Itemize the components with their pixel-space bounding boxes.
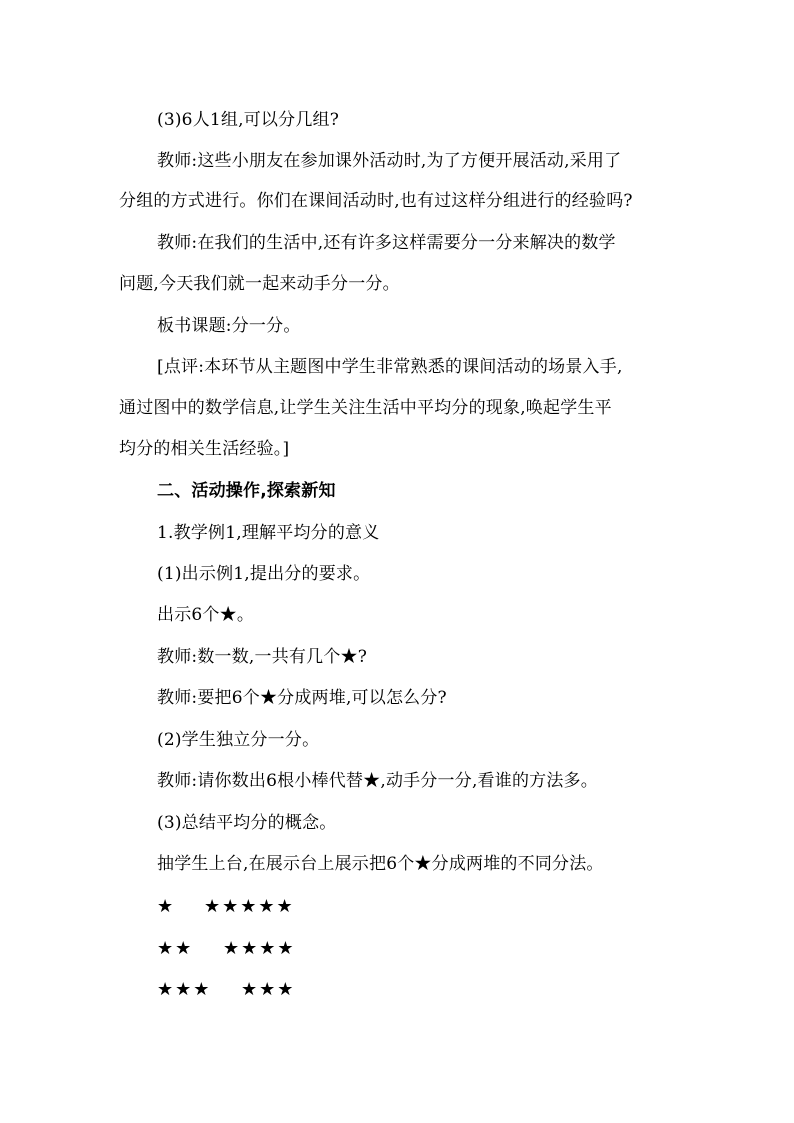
text-line-show-stars: 出示6个★。: [157, 605, 255, 625]
star-row-2-left: ★★: [157, 938, 194, 959]
text-line-comment-a: [点评:本环节从主题图中学生非常熟悉的课间活动的场景入手,: [157, 357, 623, 377]
text-line-teacher-1b: 分组的方式进行。你们在课间活动时,也有过这样分组进行的经验吗?: [119, 191, 633, 211]
text-line-group-question: (3)6人1组,可以分几组?: [157, 110, 340, 130]
text-line-count-stars: 教师:数一数,一共有几个★?: [157, 647, 368, 667]
star-row-1-right: ★★★★★: [204, 896, 295, 917]
star-row-3-left: ★★★: [157, 979, 212, 1000]
text-line-presentation: 抽学生上台,在展示台上展示把6个★分成两堆的不同分法。: [157, 854, 604, 874]
text-line-example-1: 1.教学例1,理解平均分的意义: [157, 523, 380, 543]
star-row-3-right: ★★★: [241, 979, 296, 1000]
text-line-board-title: 板书课题:分一分。: [157, 316, 301, 336]
text-line-comment-c: 均分的相关生活经验。]: [119, 439, 290, 459]
text-line-divide-stars: 教师:要把6个★分成两堆,可以怎么分?: [157, 688, 447, 708]
text-line-student-divide: (2)学生独立分一分。: [157, 730, 320, 750]
text-line-teacher-2a: 教师:在我们的生活中,还有许多这样需要分一分来解决的数学: [157, 233, 616, 253]
star-row-2-right: ★★★★: [223, 938, 296, 959]
text-line-teacher-1a: 教师:这些小朋友在参加课外活动时,为了方便开展活动,采用了: [157, 151, 622, 171]
star-row-1-left: ★: [157, 896, 176, 917]
text-line-teacher-2b: 问题,今天我们就一起来动手分一分。: [119, 274, 400, 294]
text-line-show-example: (1)出示例1,提出分的要求。: [157, 564, 371, 584]
text-line-sticks: 教师:请你数出6根小棒代替★,动手分一分,看谁的方法多。: [157, 771, 598, 791]
text-line-summary: (3)总结平均分的概念。: [157, 813, 337, 833]
text-line-comment-b: 通过图中的数学信息,让学生关注生活中平均分的现象,唤起学生平: [119, 398, 612, 418]
section-heading: 二、活动操作,探索新知: [157, 481, 336, 501]
